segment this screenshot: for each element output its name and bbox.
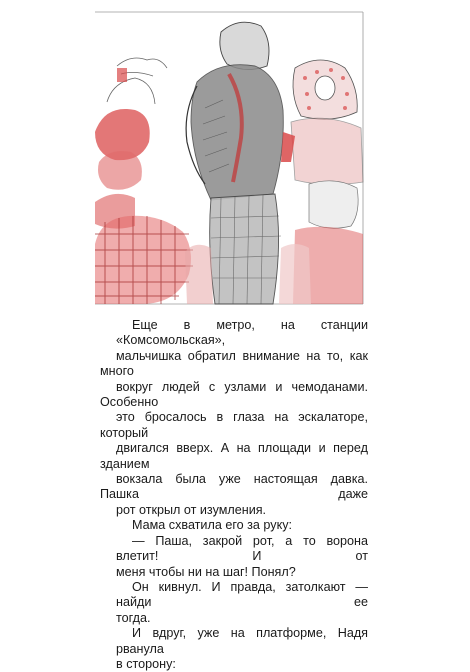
shawl-woman <box>281 60 363 185</box>
paragraph-3 <box>100 534 368 580</box>
red-bundles <box>95 109 150 229</box>
text-line: это бросалось в глаза на эскалаторе, который <box>100 410 368 440</box>
text-line: двигался вверх. А на площади и перед зданием <box>100 441 368 471</box>
story-text <box>100 318 368 672</box>
paragraph-5 <box>100 626 368 672</box>
background-figure-right <box>279 181 363 304</box>
text-line: Еще в метро, на станции «Комсомольская», <box>116 318 368 348</box>
text-line: в сторону: <box>116 656 176 671</box>
text-line: тогда. <box>116 610 151 625</box>
text-line: рот открыл от изумления. <box>116 502 267 517</box>
text-line: И вдруг, уже на платформе, Надя рванула <box>116 626 368 656</box>
text-line: меня чтобы ни на шаг! Понял? <box>116 564 296 579</box>
pink-ground <box>185 245 213 304</box>
text-line: мальчишка обратил внимание на то, как много <box>100 348 368 379</box>
text-line: вокруг людей с узлами и чемоданами. Особенно <box>100 379 368 410</box>
text-line: Мама схватила его за руку: <box>132 518 293 533</box>
text-line: вокзала была уже настоящая давка. Пашка даже <box>100 472 368 502</box>
paragraph-1 <box>100 318 368 518</box>
text-line: Он кивнул. И правда, затолкают — найди ее <box>116 579 368 610</box>
text-line: — Паша, закрой рот, а то ворона влетит! И от <box>116 533 368 564</box>
paragraph-2 <box>100 518 368 533</box>
background-crowd-left <box>107 58 167 104</box>
checkered-bag <box>95 216 193 304</box>
paragraph-4 <box>100 580 368 626</box>
story-illustration <box>95 12 363 304</box>
